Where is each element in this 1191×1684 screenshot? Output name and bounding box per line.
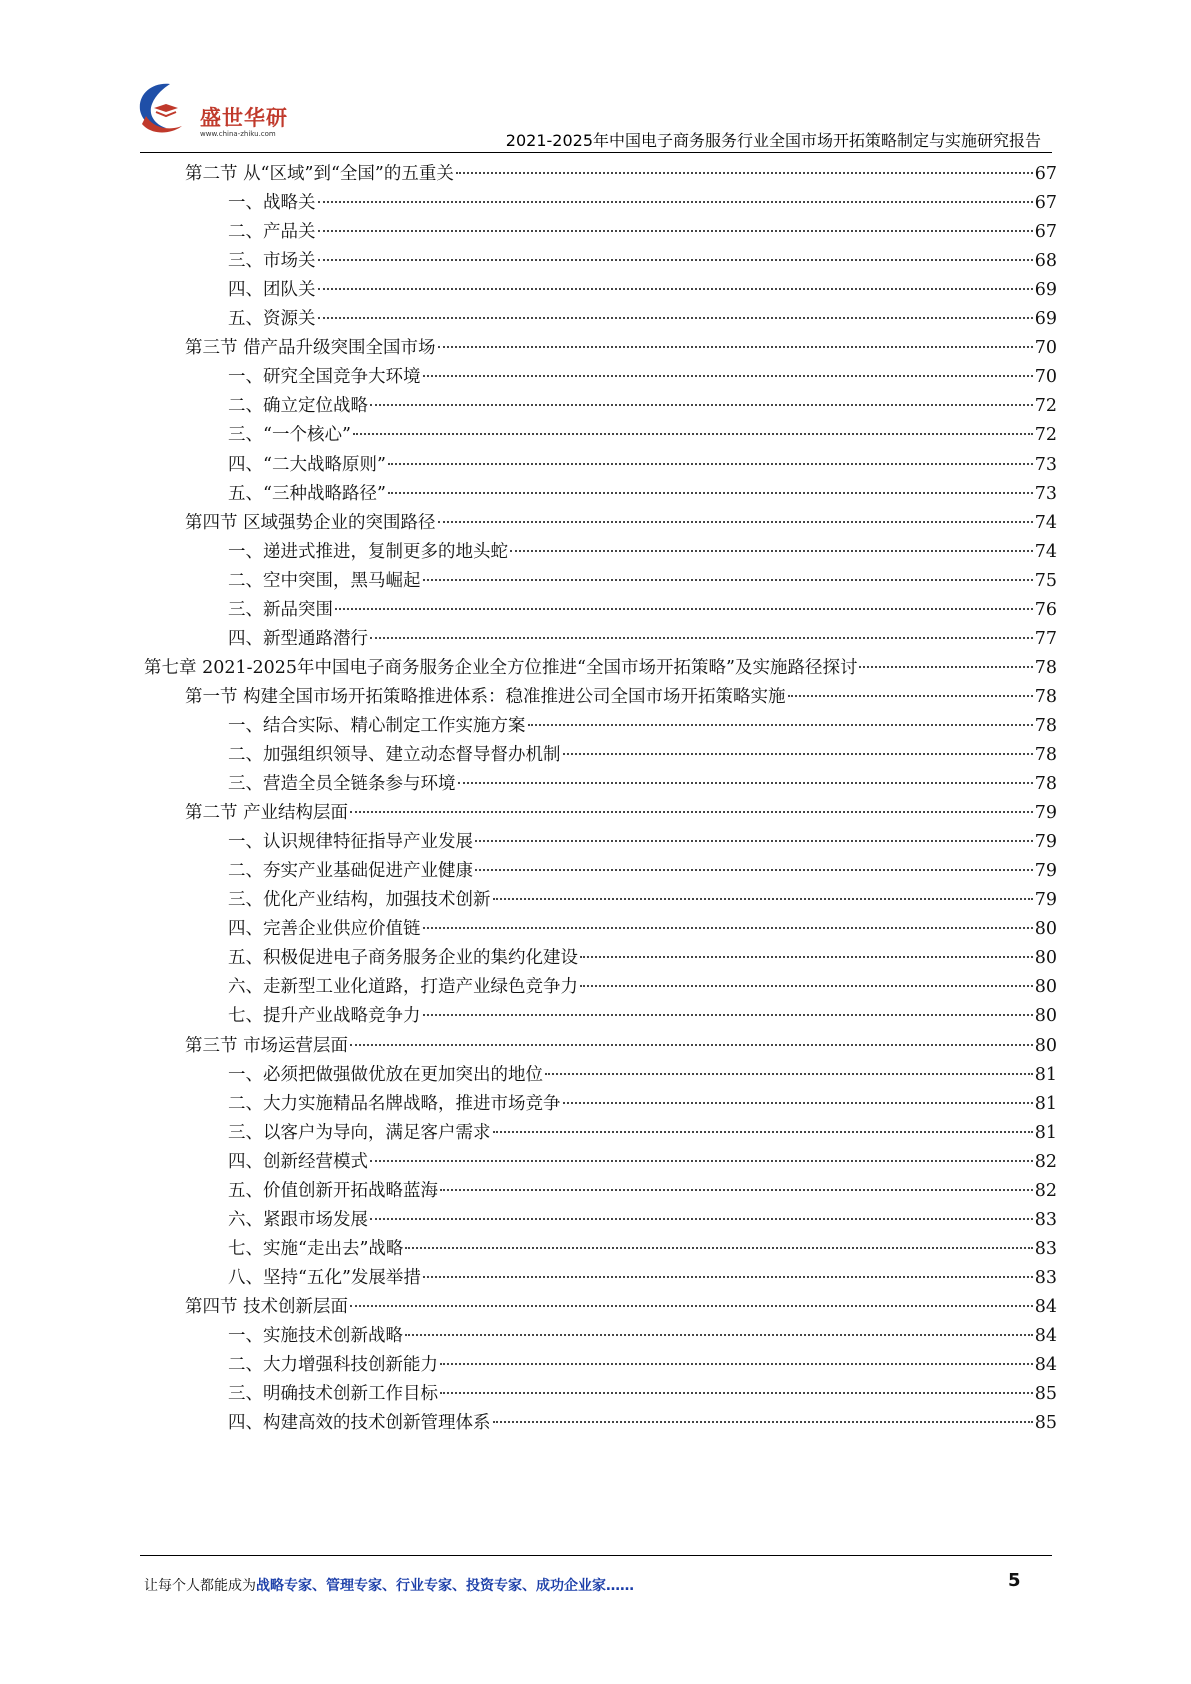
toc-entry[interactable]	[228, 1206, 1057, 1234]
toc-dot-leader	[350, 811, 1033, 813]
toc-entry-label: 四、团队关	[228, 280, 316, 301]
toc-entry-label: 五、价值创新开拓战略蓝海	[228, 1180, 438, 1201]
toc-entry[interactable]	[185, 1293, 1057, 1321]
toc-entry-page: 67	[1034, 164, 1057, 184]
toc-entry[interactable]	[185, 334, 1057, 362]
page-number: 5	[1008, 1570, 1021, 1591]
toc-entry-label: 八、坚持“五化”发展举措	[228, 1267, 421, 1288]
toc-dot-leader	[423, 1276, 1033, 1278]
toc-entry-label: 一、实施技术创新战略	[228, 1326, 403, 1346]
toc-entry-page: 84	[1034, 1326, 1057, 1346]
toc-entry-label: 第二节 从“区域”到“全国”的五重关	[185, 164, 454, 184]
toc-entry-label: 一、结合实际、精心制定工作实施方案	[228, 715, 526, 736]
toc-entry-label: 五、积极促进电子商务服务企业的集约化建设	[228, 948, 578, 969]
toc-dot-leader	[510, 550, 1033, 552]
toc-entry-page: 67	[1034, 222, 1057, 243]
toc-dot-leader	[545, 1073, 1033, 1075]
toc-entry-page: 84	[1034, 1296, 1057, 1317]
toc-entry[interactable]	[228, 363, 1057, 391]
toc-dot-leader	[405, 1247, 1032, 1249]
toc-dot-leader	[423, 1014, 1033, 1016]
toc-entry-label: 四、构建高效的技术创新管理体系	[228, 1413, 491, 1434]
toc-dot-leader	[423, 927, 1033, 929]
toc-dot-leader	[318, 317, 1033, 319]
toc-entry-label: 四、创新经营模式	[228, 1151, 368, 1172]
toc-entry[interactable]	[228, 712, 1057, 740]
toc-entry-label: 三、新品突围	[228, 599, 333, 620]
toc-dot-leader	[350, 1044, 1033, 1046]
header-divider	[140, 152, 1052, 153]
toc-entry-page: 80	[1034, 919, 1057, 940]
toc-dot-leader	[440, 1189, 1033, 1191]
toc-dot-leader	[423, 375, 1033, 377]
toc-entry[interactable]	[228, 886, 1057, 914]
toc-dot-leader	[528, 724, 1033, 726]
toc-entry-page: 82	[1034, 1151, 1057, 1172]
toc-entry-page: 72	[1034, 396, 1057, 417]
toc-entry-page: 79	[1034, 861, 1057, 882]
toc-entry[interactable]	[228, 857, 1057, 885]
toc-dot-leader	[475, 869, 1033, 871]
toc-dot-leader	[493, 1131, 1033, 1133]
toc-entry[interactable]	[228, 276, 1057, 304]
toc-entry-label: 六、紧跟市场发展	[228, 1209, 368, 1230]
toc-entry-page: 75	[1034, 570, 1057, 591]
toc-entry-page: 80	[1034, 948, 1057, 969]
toc-entry-label: 第四节 技术创新层面	[185, 1296, 349, 1317]
report-title: 2021-2025年中国电子商务服务行业全国市场开拓策略制定与实施研究报告	[505, 131, 1041, 150]
toc-entry-label: 三、市场关	[228, 251, 316, 272]
toc-entry-label: 第二节 产业结构层面	[185, 803, 349, 824]
toc-entry-page: 79	[1034, 890, 1057, 911]
toc-entry-page: 83	[1034, 1238, 1057, 1259]
toc-dot-leader	[423, 579, 1033, 581]
toc-entry[interactable]	[228, 451, 1057, 479]
toc-dot-leader	[438, 346, 1033, 348]
toc-dot-leader	[440, 1363, 1033, 1365]
toc-entry[interactable]	[228, 1002, 1057, 1030]
toc-entry-page: 76	[1034, 599, 1057, 620]
toc-dot-leader	[456, 172, 1033, 174]
toc-entry[interactable]	[228, 218, 1057, 246]
toc-entry-label: 第一节 构建全国市场开拓策略推进体系：稳准推进公司全国市场开拓策略实施	[185, 686, 786, 707]
toc-dot-leader	[350, 1305, 1033, 1307]
logo-name: 盛世华研	[200, 106, 288, 130]
toc-dot-leader	[563, 753, 1033, 755]
toc-entry[interactable]	[228, 1061, 1057, 1089]
toc-dot-leader	[370, 404, 1033, 406]
toc-entry-page: 68	[1034, 251, 1057, 272]
toc-entry-page: 78	[1034, 774, 1057, 795]
toc-entry-page: 74	[1034, 512, 1057, 533]
toc-entry-label: 三、优化产业结构，加强技术创新	[228, 890, 491, 911]
toc-entry-label: 三、明确技术创新工作目标	[228, 1384, 438, 1405]
toc-entry-page: 81	[1034, 1064, 1057, 1085]
toc-entry[interactable]	[228, 305, 1057, 333]
toc-entry-label: 三、“一个核心”	[228, 425, 351, 446]
toc-entry[interactable]	[185, 799, 1057, 827]
toc-entry-label: 四、完善企业供应价值链	[228, 919, 421, 940]
toc-entry-label: 二、产品关	[228, 222, 316, 243]
toc-entry-page: 79	[1034, 832, 1057, 853]
toc-entry-label: 二、确立定位战略	[228, 396, 368, 417]
toc-entry[interactable]	[228, 480, 1057, 508]
toc-entry-page: 78	[1034, 715, 1057, 736]
toc-entry-label: 二、大力实施精品名牌战略，推进市场竞争	[228, 1093, 561, 1114]
toc-entry-label: 第三节 借产品升级突围全国市场	[185, 338, 436, 359]
toc-entry-label: 第三节 市场运营层面	[185, 1035, 349, 1056]
toc-entry-page: 70	[1034, 367, 1057, 388]
toc-entry-label: 五、资源关	[228, 309, 316, 330]
toc-dot-leader	[563, 1102, 1033, 1104]
toc-entry[interactable]	[185, 160, 1057, 188]
toc-entry[interactable]	[228, 1177, 1057, 1205]
toc-dot-leader	[318, 259, 1033, 261]
toc-entry-page: 69	[1034, 280, 1057, 301]
toc-entry[interactable]	[228, 567, 1057, 595]
toc-entry[interactable]	[228, 1148, 1057, 1176]
toc-entry-page: 78	[1034, 657, 1057, 678]
toc-entry[interactable]	[228, 421, 1057, 449]
toc-entry-page: 67	[1034, 193, 1057, 214]
toc-dot-leader	[388, 492, 1033, 494]
toc-entry-page: 85	[1034, 1413, 1057, 1434]
toc-dot-leader	[335, 608, 1033, 610]
toc-entry[interactable]	[228, 770, 1057, 798]
toc-entry[interactable]	[185, 683, 1057, 711]
toc-dot-leader	[493, 1421, 1033, 1423]
footer-slogan-prefix: 让每个人都能成为	[144, 1578, 256, 1594]
toc-dot-leader	[788, 695, 1033, 697]
toc-entry[interactable]	[228, 247, 1057, 275]
toc-entry-label: 一、研究全国竞争大环境	[228, 367, 421, 388]
toc-entry-label: 七、提升产业战略竞争力	[228, 1006, 421, 1027]
toc-entry-page: 83	[1034, 1267, 1057, 1288]
toc-dot-leader	[475, 840, 1033, 842]
toc-dot-leader	[440, 1392, 1033, 1394]
toc-entry[interactable]	[228, 1235, 1057, 1263]
toc-entry-label: 七、实施“走出去”战略	[228, 1238, 404, 1259]
toc-dot-leader	[580, 956, 1033, 958]
logo-swoosh-icon	[132, 78, 196, 138]
toc-entry[interactable]	[228, 1351, 1057, 1379]
toc-entry-page: 82	[1034, 1180, 1057, 1201]
toc-entry[interactable]	[228, 944, 1057, 972]
toc-entry-label: 三、以客户为导向，满足客户需求	[228, 1122, 491, 1143]
toc-entry-page: 78	[1034, 745, 1057, 765]
toc-entry-label: 二、夯实产业基础促进产业健康	[228, 861, 473, 882]
toc-entry[interactable]	[228, 1119, 1057, 1147]
toc-entry-label: 一、递进式推进，复制更多的地头蛇	[228, 541, 508, 562]
toc-entry-label: 第七章 2021-2025年中国电子商务服务企业全方位推进“全国市场开拓策略”及实施路径探讨	[144, 657, 858, 678]
toc-dot-leader	[458, 782, 1033, 784]
toc-entry[interactable]	[228, 1264, 1057, 1292]
toc-dot-leader	[388, 463, 1033, 465]
toc-entry[interactable]	[144, 654, 1057, 682]
toc-entry[interactable]	[185, 509, 1057, 537]
toc-entry-label: 二、加强组织领导、建立动态督导督办机制	[228, 745, 561, 765]
toc-entry-page: 81	[1034, 1122, 1057, 1143]
toc-entry-page: 72	[1034, 425, 1057, 446]
toc-dot-leader	[859, 666, 1032, 668]
toc-entry-label: 一、必须把做强做优放在更加突出的地位	[228, 1064, 543, 1085]
toc-entry-page: 84	[1034, 1355, 1057, 1376]
toc-dot-leader	[318, 230, 1033, 232]
toc-entry[interactable]	[228, 1322, 1057, 1350]
toc-entry-page: 85	[1034, 1384, 1057, 1405]
toc-entry-page: 79	[1034, 803, 1057, 824]
toc-entry-page: 69	[1034, 309, 1057, 330]
toc-dot-leader	[405, 1334, 1033, 1336]
toc-entry-page: 80	[1034, 1006, 1057, 1027]
toc-entry-label: 六、走新型工业化道路，打造产业绿色竞争力	[228, 977, 578, 998]
footer-divider	[140, 1555, 1052, 1556]
toc-entry-label: 一、认识规律特征指导产业发展	[228, 832, 473, 853]
toc-entry-label: 二、大力增强科技创新能力	[228, 1355, 438, 1376]
toc-dot-leader	[438, 521, 1033, 523]
company-logo	[140, 82, 320, 146]
toc-entry-label: 二、空中突围，黑马崛起	[228, 570, 421, 591]
toc-entry-label: 四、新型通路潜行	[228, 628, 368, 649]
logo-url: www.china-zhiku.com	[200, 130, 276, 138]
toc-entry-label: 五、“三种战略路径”	[228, 483, 386, 504]
toc-entry-label: 第四节 区域强势企业的突围路径	[185, 512, 436, 533]
toc-entry[interactable]	[228, 625, 1057, 653]
toc-dot-leader	[493, 898, 1033, 900]
toc-entry[interactable]	[228, 538, 1057, 566]
toc-entry[interactable]	[228, 741, 1057, 769]
toc-entry-page: 73	[1034, 483, 1057, 504]
toc-entry-page: 80	[1034, 977, 1057, 998]
toc-entry-label: 三、营造全员全链条参与环境	[228, 774, 456, 795]
toc-entry[interactable]	[228, 973, 1057, 1001]
toc-entry-page: 70	[1034, 338, 1057, 359]
toc-entry-label: 四、“二大战略原则”	[228, 454, 386, 475]
toc-dot-leader	[353, 433, 1033, 435]
page-header	[0, 0, 1191, 150]
toc-entry[interactable]	[228, 1090, 1057, 1118]
toc-entry-label: 一、战略关	[228, 193, 316, 214]
toc-entry[interactable]	[228, 915, 1057, 943]
toc-entry[interactable]	[228, 392, 1057, 420]
toc-dot-leader	[318, 201, 1033, 203]
toc-entry[interactable]	[185, 1032, 1057, 1060]
footer-slogan	[144, 1575, 634, 1595]
toc-entry-page: 78	[1034, 686, 1057, 707]
toc-entry[interactable]	[228, 1380, 1057, 1408]
toc-entry-page: 83	[1034, 1209, 1057, 1230]
toc-entry[interactable]	[228, 189, 1057, 217]
toc-entry-page: 77	[1034, 628, 1057, 649]
toc-dot-leader	[370, 637, 1033, 639]
toc-dot-leader	[370, 1160, 1033, 1162]
toc-entry-page: 80	[1034, 1035, 1057, 1056]
toc-dot-leader	[370, 1218, 1033, 1220]
toc-dot-leader	[318, 288, 1033, 290]
toc-entry[interactable]	[228, 828, 1057, 856]
toc-entry-page: 73	[1034, 454, 1057, 475]
toc-entry-page: 81	[1034, 1093, 1057, 1114]
toc-entry-page: 74	[1034, 541, 1057, 562]
toc-entry[interactable]	[228, 1409, 1057, 1437]
footer-slogan-highlight: 战略专家、管理专家、行业专家、投资专家、成功企业家……	[256, 1578, 634, 1594]
toc-dot-leader	[580, 985, 1033, 987]
toc-entry[interactable]	[228, 596, 1057, 624]
